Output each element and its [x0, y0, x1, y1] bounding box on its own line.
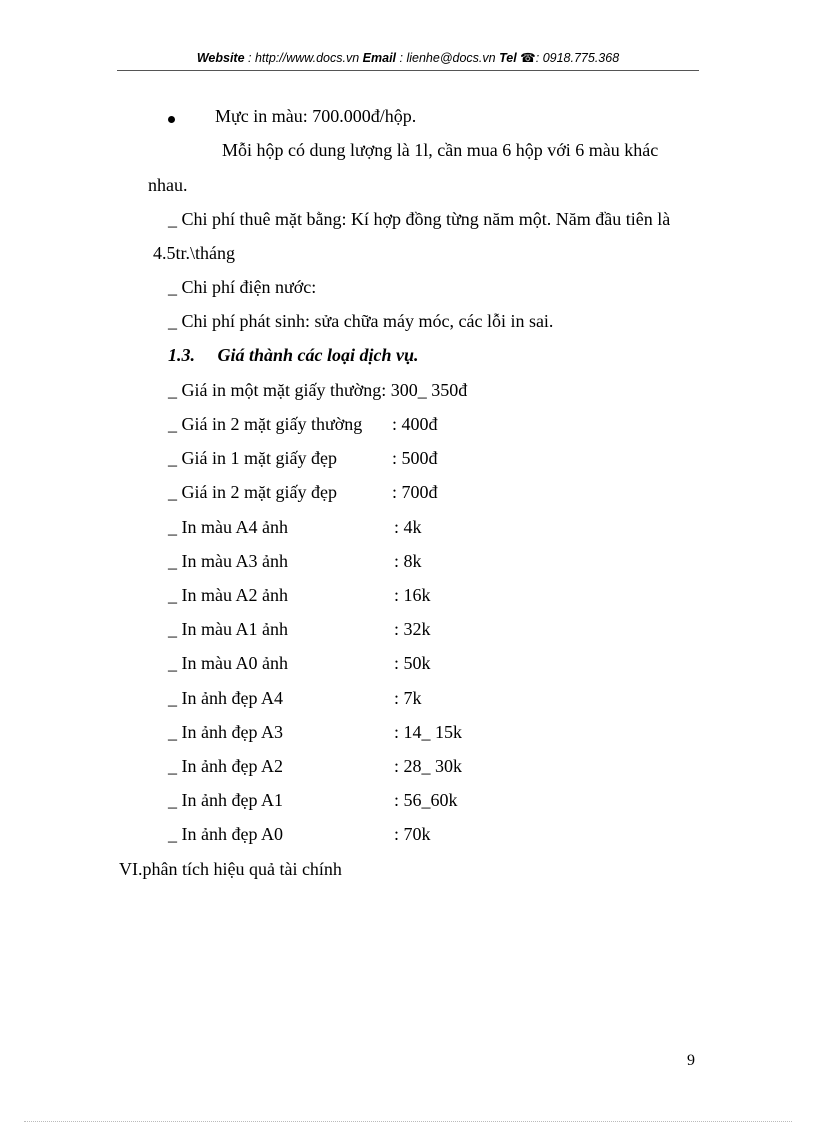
- header-divider: [117, 70, 699, 71]
- price-label: _ In màu A1 ảnh: [168, 619, 288, 640]
- page-number: 9: [687, 1052, 695, 1069]
- price-label: _ In ảnh đẹp A3: [168, 721, 283, 742]
- price-label: _ In ảnh đẹp A0: [168, 824, 283, 845]
- price-value: : 700đ: [392, 482, 438, 503]
- phone-icon: ☎: [520, 51, 536, 65]
- price-value: : 14_ 15k: [394, 721, 463, 742]
- tel-value: : 0918.775.368: [535, 51, 620, 65]
- email-value: : lienhe@docs.vn: [399, 51, 496, 65]
- section-heading: 1.3. Giá thành các loại dịch vụ.: [168, 345, 419, 365]
- price-value: : 50k: [394, 653, 431, 674]
- page-header: [0, 50, 816, 65]
- rent-line-2: 4.5tr.\tháng: [153, 243, 235, 263]
- price-value: : 500đ: [392, 448, 438, 469]
- price-label: _ Giá in 1 mặt giấy đẹp: [168, 448, 337, 469]
- price-label: _ In màu A3 ảnh: [168, 550, 288, 571]
- ink-price: Mực in màu: 700.000đ/hộp.: [215, 106, 417, 126]
- bullet-icon: [168, 116, 175, 123]
- price-value: : 28_ 30k: [394, 756, 463, 776]
- rent-line-1: _ Chi phí thuê mặt bằng: Kí hợp đồng từng năm một. Năm đầu tiên là: [168, 209, 671, 229]
- price-value: : 8k: [394, 550, 422, 571]
- section-vi-heading: VI.phân tích hiệu quả tài chính: [119, 859, 342, 879]
- utilities-cost: _ Chi phí điện nước:: [168, 277, 317, 297]
- price-value: : 16k: [394, 585, 431, 605]
- price-label: _ In ảnh đẹp A4: [168, 687, 283, 708]
- price-value: : 7k: [394, 687, 422, 708]
- price-value: : 56_60k: [394, 790, 458, 811]
- box-capacity-line-1: Mỗi hộp có dung lượng là 1l, cần mua 6 hộp với 6 màu khác: [222, 140, 659, 160]
- footer-divider: [24, 1121, 792, 1122]
- price-label: _ In màu A0 ảnh: [168, 653, 288, 674]
- box-capacity-line-2: nhau.: [148, 175, 188, 195]
- website-label: Website: [196, 51, 245, 65]
- price-value: : 70k: [394, 824, 431, 845]
- price-value: : 4k: [394, 516, 422, 537]
- price-label: _ Giá in 2 mặt giấy thường: [168, 414, 363, 434]
- incidental-cost: _ Chi phí phát sinh: sửa chữa máy móc, các lỗi in sai.: [168, 311, 554, 331]
- price-label: _ In màu A2 ảnh: [168, 585, 288, 605]
- price-value: : 32k: [394, 619, 431, 640]
- price-label: _ Giá in 2 mặt giấy đẹp: [168, 482, 337, 503]
- price-label: _ In ảnh đẹp A2: [168, 756, 283, 776]
- price-label: _ In màu A4 ảnh: [168, 516, 288, 537]
- price-value: : 400đ: [392, 414, 438, 434]
- price-intro: _ Giá in một mặt giấy thường: 300_ 350đ: [168, 380, 468, 400]
- website-value: : http://www.docs.vn: [248, 51, 360, 65]
- tel-label: Tel: [499, 51, 517, 65]
- price-label: _ In ảnh đẹp A1: [168, 790, 283, 811]
- email-label: Email: [362, 51, 397, 65]
